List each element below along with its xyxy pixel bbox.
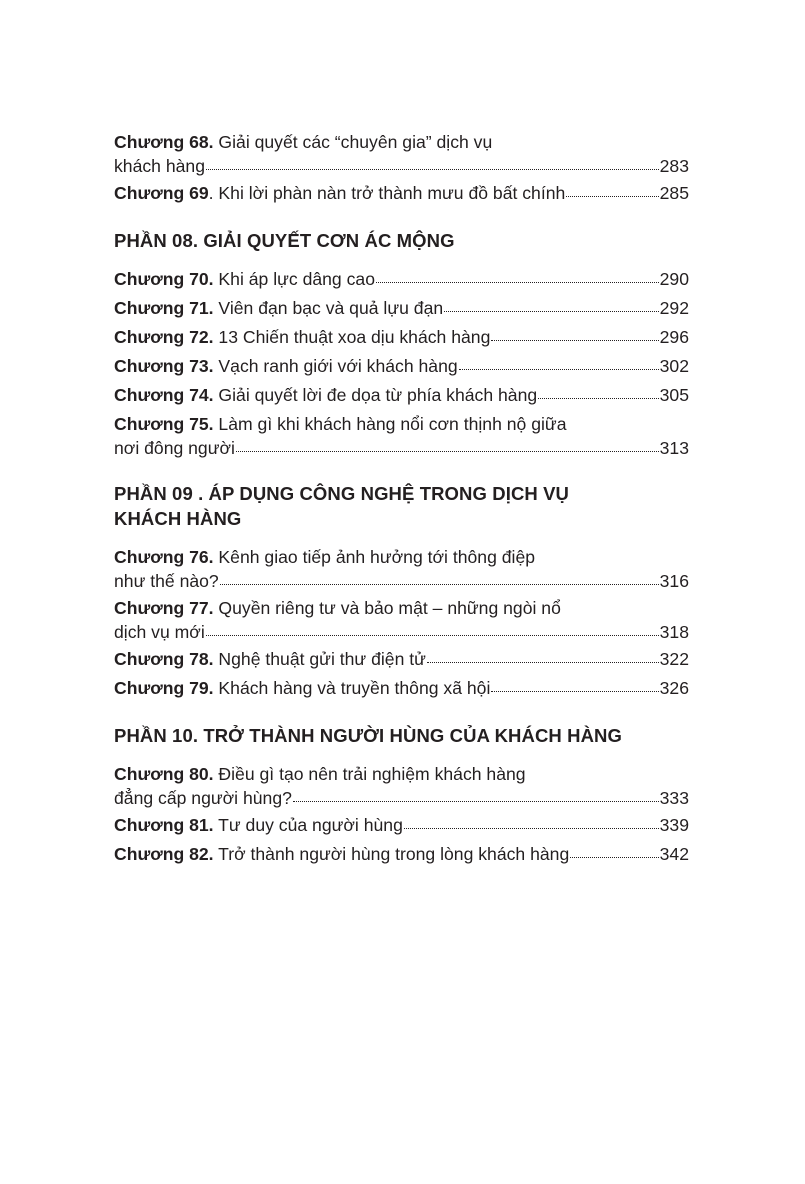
chapter-title-line2: khách hàng	[114, 156, 205, 176]
dot-leader	[538, 383, 658, 401]
chapter-title-line1: Điều gì tạo nên trải nghiệm khách hàng	[213, 764, 526, 784]
chapter-label: Chương 77.	[114, 598, 214, 618]
chapter-title: Giải quyết lời đe dọa từ phía khách hàng	[213, 385, 538, 405]
page-number: 339	[659, 815, 689, 835]
chapter-title: Trở thành người hùng trong lòng khách hàng	[213, 844, 570, 864]
toc-section-part-09	[114, 481, 689, 703]
chapter-label: Chương 78.	[114, 649, 214, 669]
page-number: 326	[659, 678, 689, 698]
dot-leader	[206, 620, 659, 638]
page-number: 285	[659, 183, 689, 203]
toc-entry-71[interactable]	[114, 294, 689, 323]
page-number: 318	[659, 622, 689, 642]
dot-leader	[491, 325, 658, 343]
chapter-label: Chương 80.	[114, 764, 214, 784]
chapter-label: Chương 75.	[114, 414, 214, 434]
table-of-contents	[114, 128, 689, 869]
toc-entry-68[interactable]	[114, 128, 689, 179]
dot-leader	[293, 786, 659, 804]
page-number: 342	[659, 844, 689, 864]
dot-leader	[566, 181, 658, 199]
chapter-title-line1: Làm gì khi khách hàng nổi cơn thịnh nộ giữa	[213, 414, 567, 434]
chapter-title: Vạch ranh giới với khách hàng	[213, 356, 458, 376]
toc-entry-77[interactable]	[114, 594, 689, 645]
chapter-label: Chương 73.	[114, 356, 214, 376]
toc-entry-79[interactable]	[114, 674, 689, 703]
page-number: 283	[659, 156, 689, 176]
dot-leader	[491, 676, 658, 694]
chapter-title: Viên đạn bạc và quả lựu đạn	[213, 298, 444, 318]
page-number: 302	[659, 356, 689, 376]
chapter-title-line1: Kênh giao tiếp ảnh hưởng tới thông điệp	[213, 547, 536, 567]
section-title: PHẦN 09 . ÁP DỤNG CÔNG NGHỆ TRONG DỊCH VỤ KHÁCH HÀNG	[114, 483, 570, 529]
chapter-label: Chương 72.	[114, 327, 214, 347]
chapter-label: Chương 76.	[114, 547, 214, 567]
dot-leader	[570, 842, 658, 860]
chapter-title: . Khi lời phàn nàn trở thành mưu đồ bất chính	[208, 183, 566, 203]
chapter-label: Chương 70.	[114, 269, 214, 289]
chapter-title: Khi áp lực dâng cao	[213, 269, 375, 289]
dot-leader	[206, 154, 659, 172]
page-number: 322	[659, 649, 689, 669]
toc-entry-73[interactable]	[114, 352, 689, 381]
page-number: 313	[659, 438, 689, 458]
toc-entry-72[interactable]	[114, 323, 689, 352]
toc-entry-81[interactable]	[114, 811, 689, 840]
toc-entry-76[interactable]	[114, 543, 689, 594]
section-title: PHẦN 10. TRỞ THÀNH NGƯỜI HÙNG CỦA KHÁCH HÀNG	[114, 725, 622, 746]
chapter-title-line2: đẳng cấp người hùng?	[114, 788, 292, 808]
chapter-title: Nghệ thuật gửi thư điện tử	[213, 649, 426, 669]
chapter-label: Chương 74.	[114, 385, 214, 405]
dot-leader	[444, 296, 658, 314]
toc-section-continued	[114, 128, 689, 208]
chapter-label: Chương 82.	[114, 844, 214, 864]
chapter-label: Chương 69	[114, 183, 209, 203]
toc-entry-80[interactable]	[114, 760, 689, 811]
chapter-title: Tư duy của người hùng	[213, 815, 403, 835]
chapter-title-line2: nơi đông người	[114, 438, 235, 458]
toc-entry-74[interactable]	[114, 381, 689, 410]
chapter-title-line2: như thế nào?	[114, 571, 219, 591]
toc-entry-70[interactable]	[114, 265, 689, 294]
chapter-label: Chương 81.	[114, 815, 214, 835]
page-number: 305	[659, 385, 689, 405]
dot-leader	[427, 647, 659, 665]
dot-leader	[459, 354, 659, 372]
chapter-title: Khách hàng và truyền thông xã hội	[213, 678, 491, 698]
chapter-title-line1: Quyền riêng tư và bảo mật – những ngòi nổ	[213, 598, 561, 618]
page-number: 296	[659, 327, 689, 347]
chapter-label: Chương 68.	[114, 132, 214, 152]
page-number: 316	[659, 571, 689, 591]
dot-leader	[220, 569, 659, 587]
page-number: 292	[659, 298, 689, 318]
chapter-title-line1: Giải quyết các “chuyên gia” dịch vụ	[213, 132, 493, 152]
toc-entry-78[interactable]	[114, 645, 689, 674]
chapter-label: Chương 79.	[114, 678, 214, 698]
toc-section-part-10	[114, 723, 689, 869]
page-number: 333	[659, 788, 689, 808]
chapter-label: Chương 71.	[114, 298, 214, 318]
toc-entry-75[interactable]	[114, 410, 689, 461]
toc-entry-82[interactable]	[114, 840, 689, 869]
page-number: 290	[659, 269, 689, 289]
dot-leader	[376, 267, 659, 285]
dot-leader	[404, 813, 659, 831]
chapter-title: 13 Chiến thuật xoa dịu khách hàng	[213, 327, 491, 347]
toc-section-part-08	[114, 228, 689, 461]
dot-leader	[236, 436, 659, 454]
toc-entry-69[interactable]	[114, 179, 689, 208]
chapter-title-line2: dịch vụ mới	[114, 622, 205, 642]
section-title: PHẦN 08. GIẢI QUYẾT CƠN ÁC MỘNG	[114, 230, 455, 251]
